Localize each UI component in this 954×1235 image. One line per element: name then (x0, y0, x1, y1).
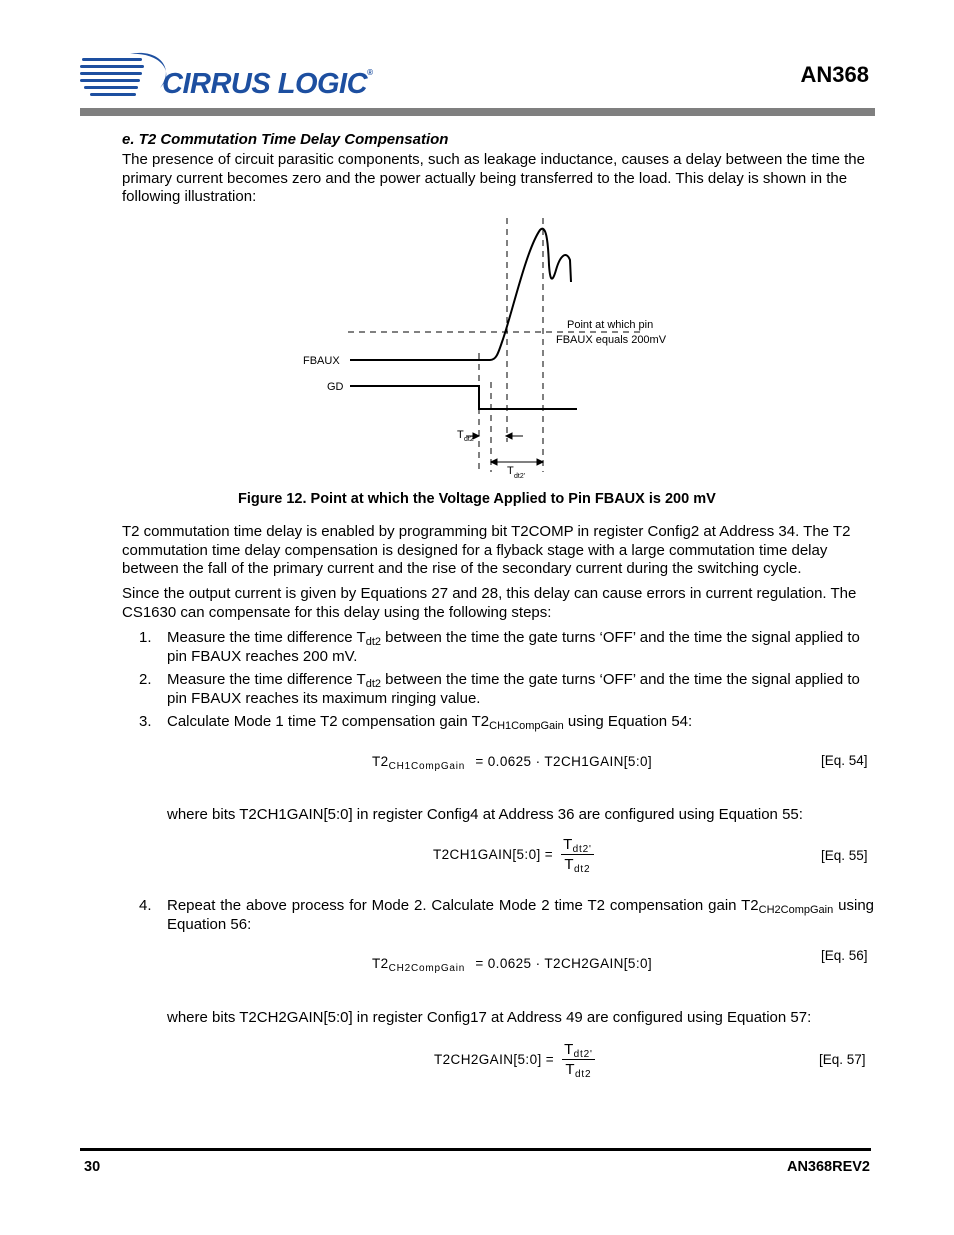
step-text-pre: Measure the time difference T (167, 671, 366, 688)
tdt2p-label-T: T (507, 465, 514, 477)
footer-rule (80, 1148, 871, 1151)
step-text-post: using Equation 54: (563, 713, 693, 730)
timing-diagram (290, 210, 690, 485)
equation-57 (434, 1041, 595, 1078)
eq55-fraction (561, 836, 594, 873)
section-title: e. T2 Commutation Time Delay Compensation (122, 131, 449, 148)
revision-id: AN368REV2 (786, 1159, 870, 1175)
eq55-lhs: T2CH1GAIN[5:0] = (433, 847, 554, 862)
eq57-num-sub: dt2' (573, 1049, 593, 1060)
equation-number-55: [Eq. 55] (821, 848, 868, 863)
annotation-line2: FBAUX equals 200mV (556, 334, 667, 346)
eq57-num-T: T (564, 1041, 574, 1058)
list-item (139, 713, 874, 732)
annotation-line1: Point at which pin (567, 319, 654, 331)
gd-label: GD (327, 381, 344, 393)
brand-name: CIRRUS LOGIC (162, 68, 368, 100)
step-text-pre: Calculate Mode 1 time T2 compensation gain T2 (167, 713, 490, 730)
equation-55 (433, 836, 594, 873)
figure-caption: Figure 12. Point at which the Voltage Applied to Pin FBAUX is 200 mV (238, 491, 716, 507)
eq54-lhs-sub: CH1CompGain (388, 761, 466, 772)
fbaux-waveform (350, 229, 571, 360)
step-text-post: using Equation 56: (167, 897, 875, 933)
intro-paragraph (122, 151, 874, 207)
list-number: 2. (139, 671, 152, 688)
body-text-1: T2 commutation time delay is enabled by programming bit T2COMP in register Config2 at Address 34. The T2 commutation time delay compensation is designed for a flyback stage with a large commutation time delay between the fall of the primary current and the rise of the secondary current during the switching cycle. (122, 523, 851, 577)
eq57-den-sub: dt2 (575, 1069, 592, 1080)
fbaux-label: FBAUX (303, 355, 340, 367)
eq55-den-T: T (564, 856, 574, 873)
tdt2p-label-sub: dt2' (514, 473, 526, 480)
registered-mark: ® (367, 68, 373, 77)
list-number: 4. (139, 897, 152, 914)
tdt2-label-sub: dt2 (464, 436, 474, 443)
step-text-sub: CH2CompGain (758, 904, 834, 916)
step-text-post: between the time the gate turns ‘OFF’ and the time the signal applied to pin FBAUX reaches 200 mV. (167, 629, 860, 665)
tdt2-label-T: T (457, 429, 464, 441)
eq54-rhs: = 0.0625 · T2CH1GAIN[5:0] (475, 754, 653, 769)
step-text-sub: dt2 (365, 636, 382, 648)
eq55-den-sub: dt2 (574, 864, 591, 875)
timing-diagram-svg (290, 210, 690, 485)
equation-number-57: [Eq. 57] (819, 1052, 866, 1067)
list-item (139, 897, 874, 934)
list-item (139, 629, 874, 666)
eq56-lhs: T2 (372, 956, 389, 971)
step-text-pre: Measure the time difference T (167, 629, 366, 646)
eq54-lhs: T2 (372, 754, 389, 769)
page-number: 30 (84, 1159, 101, 1175)
eq56-rhs: = 0.0625 · T2CH2GAIN[5:0] (475, 956, 653, 971)
body-text-2: Since the output current is given by Equations 27 and 28, this delay can cause errors in current regulation. The CS1630 can compensate for this delay using the following steps: (122, 585, 857, 621)
eq56-lhs-sub: CH2CompGain (388, 963, 466, 974)
eq57-fraction (562, 1041, 595, 1078)
eq57-lhs: T2CH2GAIN[5:0] = (434, 1052, 555, 1067)
eq55-num-sub: dt2' (572, 844, 592, 855)
equation-number-54: [Eq. 54] (821, 753, 868, 768)
list-number: 3. (139, 713, 152, 730)
step-text-sub: CH1CompGain (489, 720, 564, 732)
eq57-den-T: T (565, 1061, 575, 1078)
body-paragraph-1 (122, 523, 874, 579)
step-text-post: between the time the gate turns ‘OFF’ and the time the signal applied to pin FBAUX reaches its maximum ringing value. (167, 671, 860, 707)
equation-54 (372, 754, 653, 772)
header-rule (80, 108, 875, 116)
company-logo (80, 48, 373, 104)
where-55-text: where bits T2CH1GAIN[5:0] in register Config4 at Address 36 are configured using Equation 55: (167, 806, 803, 823)
where-57-text: where bits T2CH2GAIN[5:0] in register Config17 at Address 49 are configured using Equation 57: (167, 1009, 812, 1026)
body-paragraph-2 (122, 585, 874, 622)
step-text-pre: Repeat the above process for Mode 2. Calculate Mode 2 time T2 compensation gain T2 (167, 897, 759, 914)
eq55-num-T: T (563, 836, 573, 853)
equation-56 (372, 956, 653, 974)
step-text-sub: dt2 (365, 678, 382, 690)
list-number: 1. (139, 629, 152, 646)
document-id: AN368 (800, 62, 869, 87)
equation-number-56: [Eq. 56] (821, 948, 868, 963)
list-item (139, 671, 874, 708)
intro-text: The presence of circuit parasitic components, such as leakage inductance, causes a delay between the time the primary current becomes zero and the power actually being transferred to the load. This delay is shown in the following illustration: (122, 151, 865, 205)
